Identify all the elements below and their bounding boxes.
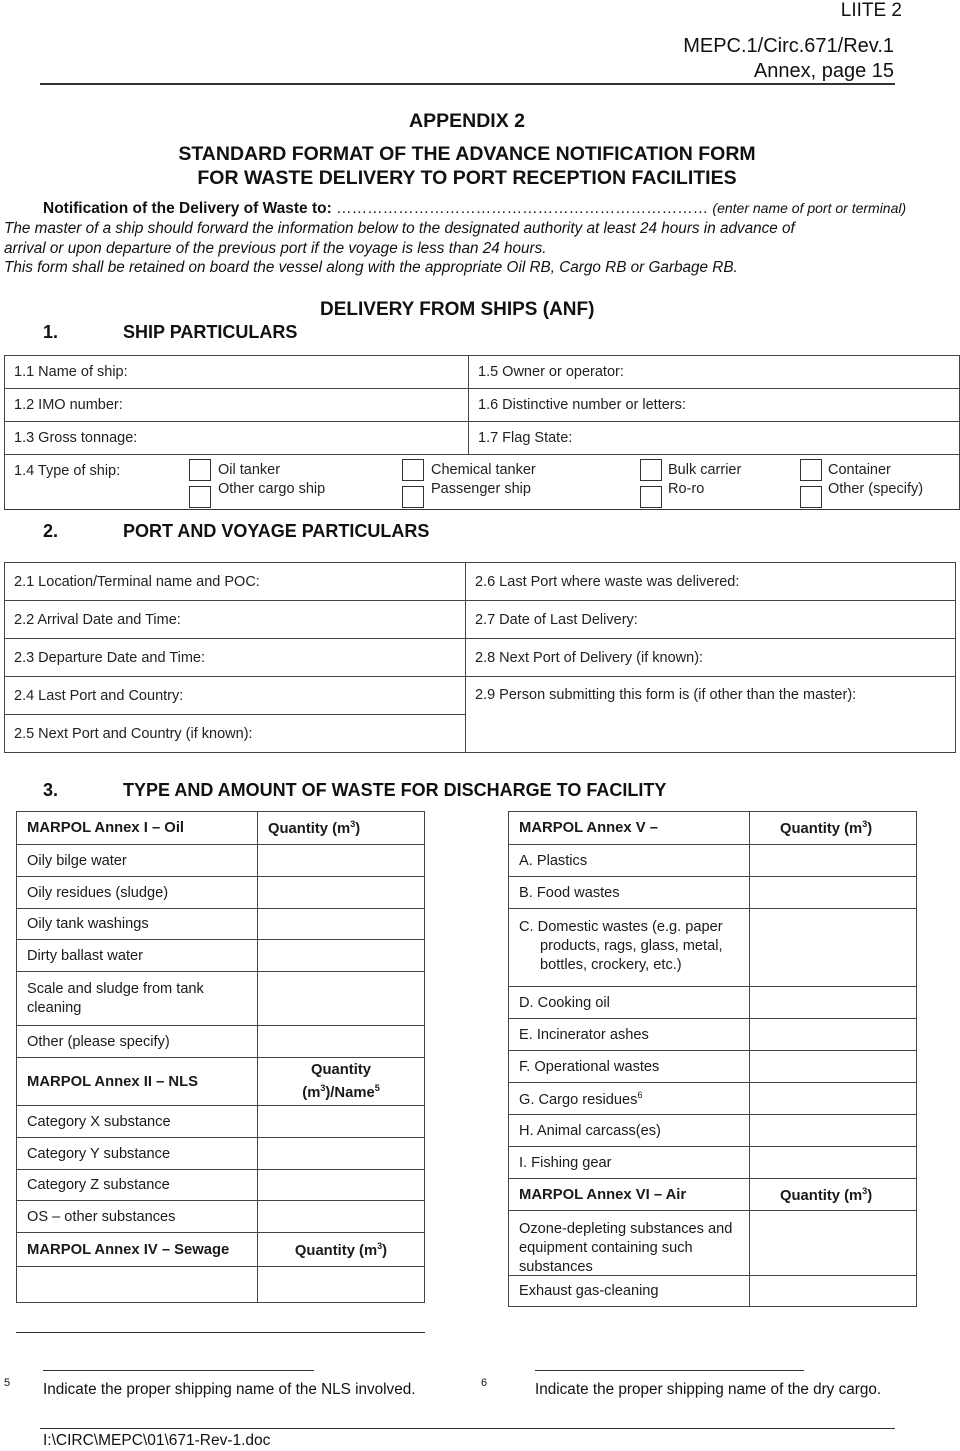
waste-table-right	[508, 811, 917, 1307]
waste-row-label: I. Fishing gear	[509, 1147, 750, 1179]
form-title-line2: FOR WASTE DELIVERY TO PORT RECEPTION FACILITIES	[197, 167, 737, 189]
page-reference: Annex, page 15	[753, 60, 894, 82]
file-path: I:\CIRC\MEPC\01\671-Rev-1.doc	[43, 1432, 271, 1449]
liite-label: LIITE 2	[840, 0, 902, 21]
waste-row-label: Oily bilge water	[17, 845, 258, 877]
document-reference: MEPC.1/Circ.671/Rev.1	[683, 35, 894, 57]
quantity-cell[interactable]	[258, 1170, 425, 1201]
annex2-header: MARPOL Annex II – NLS	[17, 1058, 258, 1106]
waste-row-label: D. Cooking oil	[509, 987, 750, 1019]
waste-row-label: F. Operational wastes	[509, 1051, 750, 1083]
waste-row-label: Dirty ballast water	[17, 940, 258, 972]
quantity-cell[interactable]	[258, 1267, 425, 1303]
waste-row-label: A. Plastics	[509, 845, 750, 877]
instruction-line: This form shall be retained on board the vessel along with the appropriate Oil RB, Cargo RB or Garbage RB.	[4, 259, 738, 276]
waste-row-label: Category X substance	[17, 1106, 258, 1138]
quantity-cell[interactable]	[750, 987, 917, 1019]
checkbox-container[interactable]	[800, 459, 822, 481]
checkbox-chemical-tanker[interactable]	[402, 459, 424, 481]
waste-row-label: Other (please specify)	[17, 1026, 258, 1058]
field-arrival-date-time[interactable]: 2.2 Arrival Date and Time:	[5, 601, 466, 639]
quantity-cell[interactable]	[750, 1115, 917, 1147]
appendix-title: APPENDIX 2	[409, 110, 525, 132]
checkbox-ro-ro[interactable]	[640, 486, 662, 508]
waste-row-label: G. Cargo residues$^6$	[509, 1083, 750, 1115]
port-voyage-table	[4, 562, 956, 753]
annex5-header: MARPOL Annex V –	[509, 812, 750, 845]
footnote-text: Indicate the proper shipping name of the NLS involved.	[43, 1381, 416, 1398]
waste-row-label: Oily residues (sludge)	[17, 877, 258, 909]
footer-rule	[40, 1428, 895, 1429]
section-title: SHIP PARTICULARS	[123, 322, 298, 342]
waste-row-label: C. Domestic wastes (e.g. paper products, rags, glass, metal, bottles, crockery, etc.)	[519, 919, 723, 973]
quantity-cell[interactable]	[258, 845, 425, 877]
footnote-number: 5	[4, 1377, 11, 1389]
checkbox-label: Oil tanker	[218, 462, 281, 478]
sewage-cell[interactable]	[17, 1267, 258, 1303]
field-last-port-country[interactable]: 2.4 Last Port and Country:	[5, 677, 466, 715]
waste-table-left	[16, 811, 425, 1303]
field-person-submitting[interactable]: 2.9 Person submitting this form is (if other than the master):	[466, 677, 956, 753]
anf-title: DELIVERY FROM SHIPS (ANF)	[320, 299, 595, 320]
waste-row-cell	[509, 1211, 750, 1276]
checkbox-label: Other cargo ship	[218, 481, 326, 497]
quantity-cell[interactable]	[258, 877, 425, 909]
checkbox-label: Other (specify)	[828, 481, 924, 497]
section-title: TYPE AND AMOUNT OF WASTE FOR DISCHARGE TO FACILITY	[123, 780, 667, 800]
annex6-header: MARPOL Annex VI – Air	[509, 1179, 750, 1211]
waste-row-label: Category Z substance	[17, 1170, 258, 1201]
field-distinctive-number[interactable]: 1.6 Distinctive number or letters:	[469, 389, 960, 422]
instruction-line: arrival or upon departure of the previous port if the voyage is less than 24 hours.	[4, 240, 547, 257]
checkbox-label: Chemical tanker	[431, 462, 536, 478]
annex6-quantity-header: Quantity $(m^3)$	[750, 1179, 917, 1211]
waste-row-label: B. Food wastes	[509, 877, 750, 909]
field-flag-state[interactable]: 1.7 Flag State:	[469, 422, 960, 455]
waste-row-label: Ozone-depleting substances and equipment containing such substances	[519, 1221, 733, 1274]
waste-row-label: Scale and sludge from tank cleaning	[17, 972, 258, 1026]
field-name-of-ship[interactable]: 1.1 Name of ship:	[5, 356, 469, 389]
quantity-cell[interactable]	[750, 1147, 917, 1179]
quantity-cell[interactable]	[750, 845, 917, 877]
checkbox-other-cargo-ship[interactable]	[189, 486, 211, 508]
notification-line	[43, 200, 906, 218]
quantity-cell[interactable]	[258, 1201, 425, 1233]
checkbox-label: Passenger ship	[431, 481, 531, 497]
field-last-port-waste-delivered[interactable]: 2.6 Last Port where waste was delivered:	[466, 563, 956, 601]
footnote-separator	[16, 1332, 425, 1333]
annex1-quantity-header: Quantity $(m^3)$	[258, 812, 425, 845]
form-title-line1: STANDARD FORMAT OF THE ADVANCE NOTIFICATION FORM	[178, 143, 756, 165]
waste-row-label: Category Y substance	[17, 1138, 258, 1170]
field-imo-number[interactable]: 1.2 IMO number:	[5, 389, 469, 422]
field-next-port-delivery[interactable]: 2.8 Next Port of Delivery (if known):	[466, 639, 956, 677]
notification-label: Notification of the Delivery of Waste to:	[43, 200, 332, 217]
waste-row-label: E. Incinerator ashes	[509, 1019, 750, 1051]
notification-dots: ………………………………………………………………	[336, 200, 709, 217]
quantity-cell[interactable]	[258, 1026, 425, 1058]
footnote-text: Indicate the proper shipping name of the dry cargo.	[535, 1381, 882, 1398]
annex2-quantity-header: Quantity $(m^3)/Name^5$	[258, 1058, 425, 1106]
section-number: 1.	[43, 322, 59, 342]
waste-row-label: OS – other substances	[17, 1201, 258, 1233]
checkbox-label: Ro-ro	[668, 481, 705, 497]
header-rule	[40, 83, 895, 85]
quantity-cell[interactable]	[750, 1211, 917, 1276]
quantity-cell[interactable]	[258, 972, 425, 1026]
quantity-cell[interactable]	[258, 1106, 425, 1138]
instruction-line: The master of a ship should forward the information below to the designated authority at least 24 hours in advance of	[4, 220, 795, 237]
quantity-cell[interactable]	[750, 1083, 917, 1115]
quantity-cell[interactable]	[750, 1276, 917, 1307]
checkbox-label: Container	[828, 462, 891, 478]
checkbox-passenger-ship[interactable]	[402, 486, 424, 508]
field-gross-tonnage[interactable]: 1.3 Gross tonnage:	[5, 422, 469, 455]
field-next-port-country[interactable]: 2.5 Next Port and Country (if known):	[5, 715, 466, 753]
footnote-rule	[43, 1370, 314, 1371]
quantity-cell[interactable]	[258, 940, 425, 972]
checkbox-label: Bulk carrier	[668, 462, 742, 478]
field-location-terminal[interactable]: 2.1 Location/Terminal name and POC:	[5, 563, 466, 601]
checkbox-other-specify[interactable]	[800, 486, 822, 508]
waste-row-label: Oily tank washings	[17, 909, 258, 940]
quantity-cell[interactable]	[750, 1019, 917, 1051]
quantity-cell[interactable]	[750, 909, 917, 987]
section-title: PORT AND VOYAGE PARTICULARS	[123, 521, 430, 541]
annex1-header: MARPOL Annex I – Oil	[17, 812, 258, 845]
notification-hint: (enter name of port or terminal)	[712, 200, 907, 216]
checkbox-oil-tanker[interactable]	[189, 459, 211, 481]
waste-row-cell	[509, 909, 750, 987]
footnote-rule	[535, 1370, 804, 1371]
annex4-header: MARPOL Annex IV – Sewage	[17, 1233, 258, 1267]
section-number: 2.	[43, 521, 59, 541]
field-owner-operator[interactable]: 1.5 Owner or operator:	[469, 356, 960, 389]
footnote-number: 6	[481, 1377, 488, 1389]
ship-type-label: 1.4 Type of ship:	[14, 463, 121, 479]
checkbox-bulk-carrier[interactable]	[640, 459, 662, 481]
quantity-cell[interactable]	[750, 877, 917, 909]
quantity-cell[interactable]	[258, 909, 425, 940]
quantity-cell[interactable]	[750, 1051, 917, 1083]
field-departure-date-time[interactable]: 2.3 Departure Date and Time:	[5, 639, 466, 677]
waste-row-label: H. Animal carcass(es)	[509, 1115, 750, 1147]
annex4-quantity-header: Quantity $(m^3)$	[258, 1233, 425, 1267]
annex5-quantity-header: Quantity $(m^3)$	[750, 812, 917, 845]
waste-row-label: Exhaust gas-cleaning	[509, 1276, 750, 1307]
field-date-last-delivery[interactable]: 2.7 Date of Last Delivery:	[466, 601, 956, 639]
section-number: 3.	[43, 780, 59, 800]
quantity-cell[interactable]	[258, 1138, 425, 1170]
